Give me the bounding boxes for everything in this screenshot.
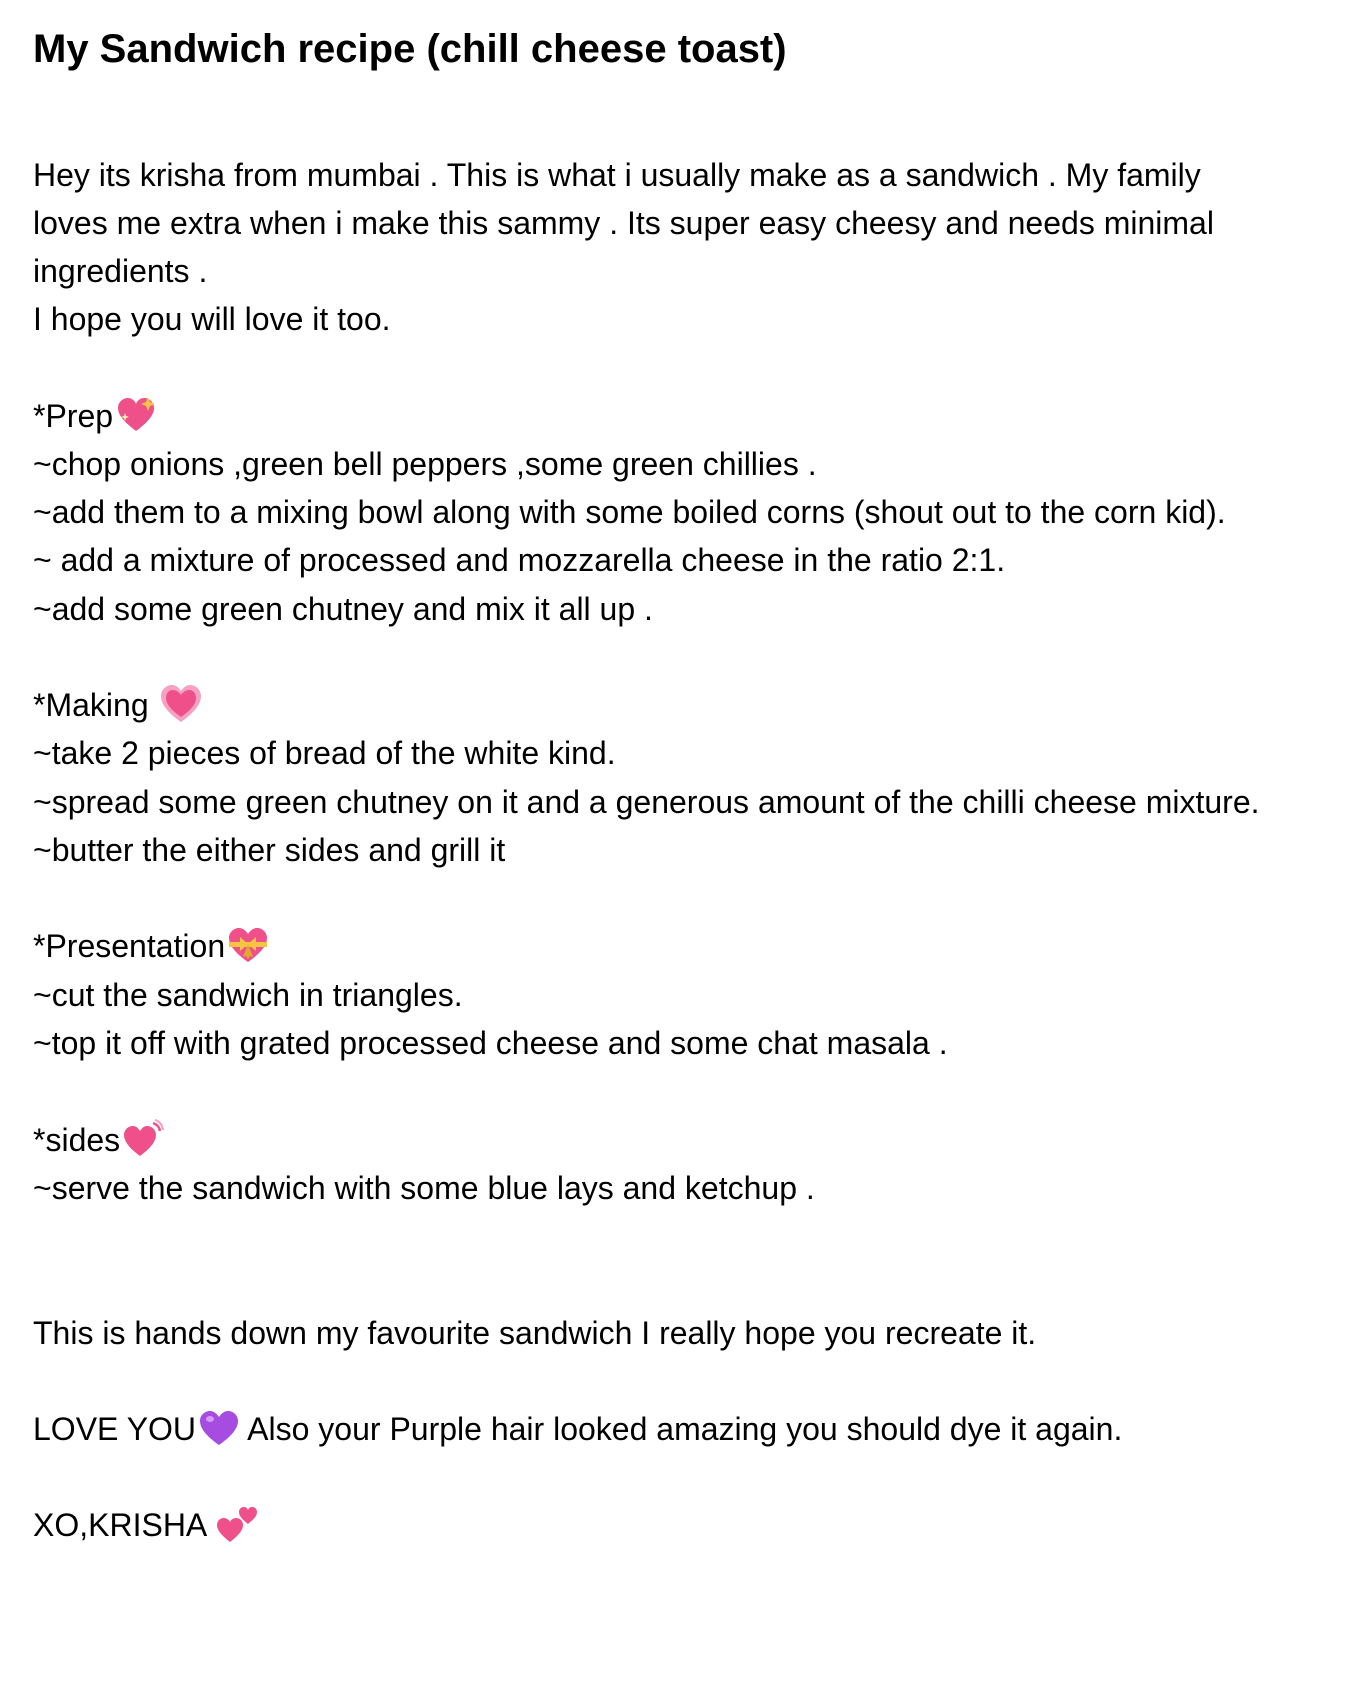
intro-line-2: loves me extra when i make this sammy . Its super easy cheesy and needs minimal <box>33 205 1214 241</box>
intro-line-3: ingredients . <box>33 253 208 289</box>
prep-heading <box>33 390 157 442</box>
intro-line-4: I hope you will love it too. <box>33 301 391 337</box>
making-step-3: ~butter the either sides and grill it <box>33 832 506 868</box>
love-line <box>33 1403 1122 1455</box>
signoff-label: XO,KRISHA <box>33 1507 215 1543</box>
sides-heading <box>33 1114 164 1166</box>
making-step-2: ~spread some green chutney on it and a generous amount of the chilli cheese mixture. <box>33 784 1260 820</box>
sides-step-1: ~serve the sandwich with some blue lays and ketchup . <box>33 1170 815 1206</box>
presentation-heading-label: *Presentation <box>33 928 226 964</box>
making-heading-label: *Making <box>33 687 149 723</box>
prep-step-2: ~add them to a mixing bowl along with some boiled corns (shout out to the corn kid). <box>33 494 1226 530</box>
presentation-step-2: ~top it off with grated processed cheese and some chat masala . <box>33 1025 948 1061</box>
growing-heart-icon <box>122 1119 164 1159</box>
heart-with-ribbon-icon <box>227 925 269 965</box>
sides-heading-label: *sides <box>33 1122 121 1158</box>
prep-heading-label: *Prep <box>33 398 114 434</box>
making-step-1: ~take 2 pieces of bread of the white kind. <box>33 735 616 771</box>
presentation-heading <box>33 920 269 972</box>
page-title: My Sandwich recipe (chill cheese toast) <box>33 27 787 71</box>
intro-line-1: Hey its krisha from mumbai . This is what i usually make as a sandwich . My family <box>33 157 1201 193</box>
prep-step-1: ~chop onions ,green bell peppers ,some green chillies . <box>33 446 817 482</box>
two-hearts-icon <box>216 1504 258 1544</box>
signoff-line <box>33 1499 258 1551</box>
prep-step-4: ~add some green chutney and mix it all up . <box>33 591 653 627</box>
favourite-line: This is hands down my favourite sandwich I really hope you recreate it. <box>33 1315 1037 1351</box>
sparkling-heart-icon <box>115 395 157 435</box>
prep-step-3: ~ add a mixture of processed and mozzarella cheese in the ratio 2:1. <box>33 542 1006 578</box>
making-heading <box>33 679 202 731</box>
purple-heart-icon <box>198 1408 240 1448</box>
presentation-step-1: ~cut the sandwich in triangles. <box>33 977 463 1013</box>
love-label: LOVE YOU <box>33 1411 197 1447</box>
love-rest-text: Also your Purple hair looked amazing you should dye it again. <box>240 1411 1123 1447</box>
beating-heart-icon <box>160 684 202 724</box>
